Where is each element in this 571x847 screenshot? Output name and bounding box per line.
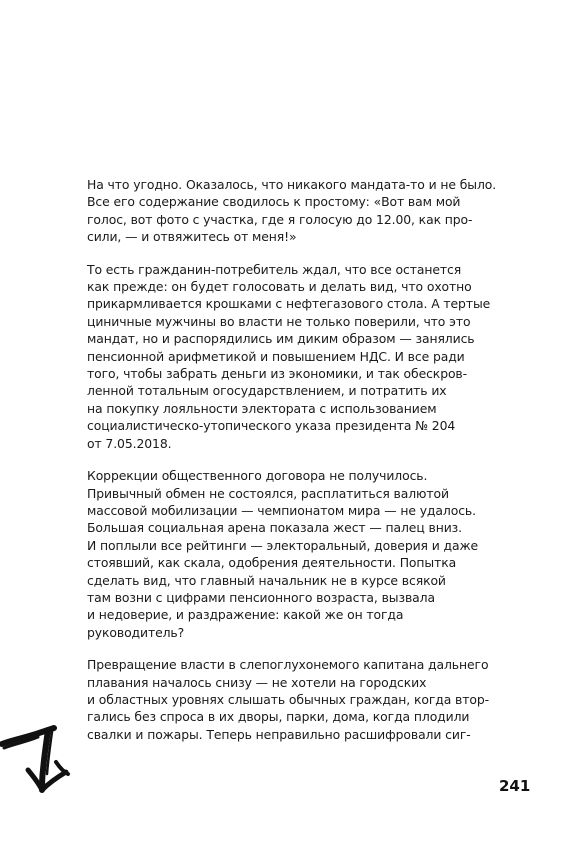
text-line: ленной тотальным огосударствлением, и потратить их (87, 383, 447, 399)
text-line: и областных уровнях слышать обычных граждан, когда втор- (87, 691, 489, 707)
text-line: того, чтобы забрать деньги из экономики, и так обескров- (87, 366, 468, 382)
paragraph-4 (87, 656, 487, 743)
text-line: свалки и пожары. Теперь неправильно расшифровали сиг- (87, 726, 471, 742)
text-line: Все его содержание сводилось к простому: «Вот вам мой (87, 194, 461, 210)
text-line: от 7.05.2018. (87, 435, 172, 451)
page-number: 241 (499, 777, 531, 795)
text-line: голос, вот фото с участка, где я голосую до 12.00, как про- (87, 211, 473, 227)
text-line: стоявший, как скала, одобрения деятельности. Попытка (87, 555, 457, 571)
paragraph-3 (87, 467, 487, 641)
text-line: Большая социальная арена показала жест — палец вниз. (87, 520, 462, 536)
text-line: Привычный обмен не состоялся, расплатиться валютой (87, 485, 449, 501)
hand-drawn-arrow-down-icon (0, 722, 80, 794)
text-line: и недоверие, и раздражение: какой же он тогда (87, 607, 404, 623)
text-line: И поплыли все рейтинги — электоральный, доверия и даже (87, 537, 479, 553)
text-line: на покупку лояльности электората с использованием (87, 400, 437, 416)
text-line: там возни с цифрами пенсионного возраста, вызвала (87, 589, 435, 605)
text-line: Превращение власти в слепоглухонемого капитана дальнего (87, 657, 489, 673)
text-line: пенсионной арифметикой и повышением НДС. И все ради (87, 348, 465, 364)
text-line: гались без спроса в их дворы, парки, дома, когда плодили (87, 709, 470, 725)
text-line: На что угодно. Оказалось, что никакого мандата-то и не было. (87, 177, 497, 192)
text-line: плавания началось снизу — не хотели на городских (87, 674, 427, 690)
text-line: социалистическо-утопического указа президента № 204 (87, 418, 456, 434)
paragraph-2 (87, 261, 491, 452)
text-line: циничные мужчины во власти не только поверили, что это (87, 313, 471, 329)
text-line: как прежде: он будет голосовать и делать вид, что охотно (87, 279, 472, 295)
text-line: прикармливается крошками с нефтегазового стола. А тертые (87, 296, 491, 312)
text-line: сделать вид, что главный начальник не в курсе всякой (87, 572, 446, 588)
text-line: сили, — и отвяжитесь от меня!» (87, 229, 297, 245)
paragraph-1 (87, 176, 497, 246)
body-text (87, 176, 497, 758)
text-line: Коррекции общественного договора не получилось. (87, 468, 428, 484)
text-line: массовой мобилизации — чемпионатом мира — не удалось. (87, 502, 476, 518)
text-line: То есть гражданин-потребитель ждал, что все останется (87, 261, 462, 277)
text-line: мандат, но и распорядились им диким образом — занялись (87, 331, 475, 347)
text-line: руководитель? (87, 624, 185, 640)
